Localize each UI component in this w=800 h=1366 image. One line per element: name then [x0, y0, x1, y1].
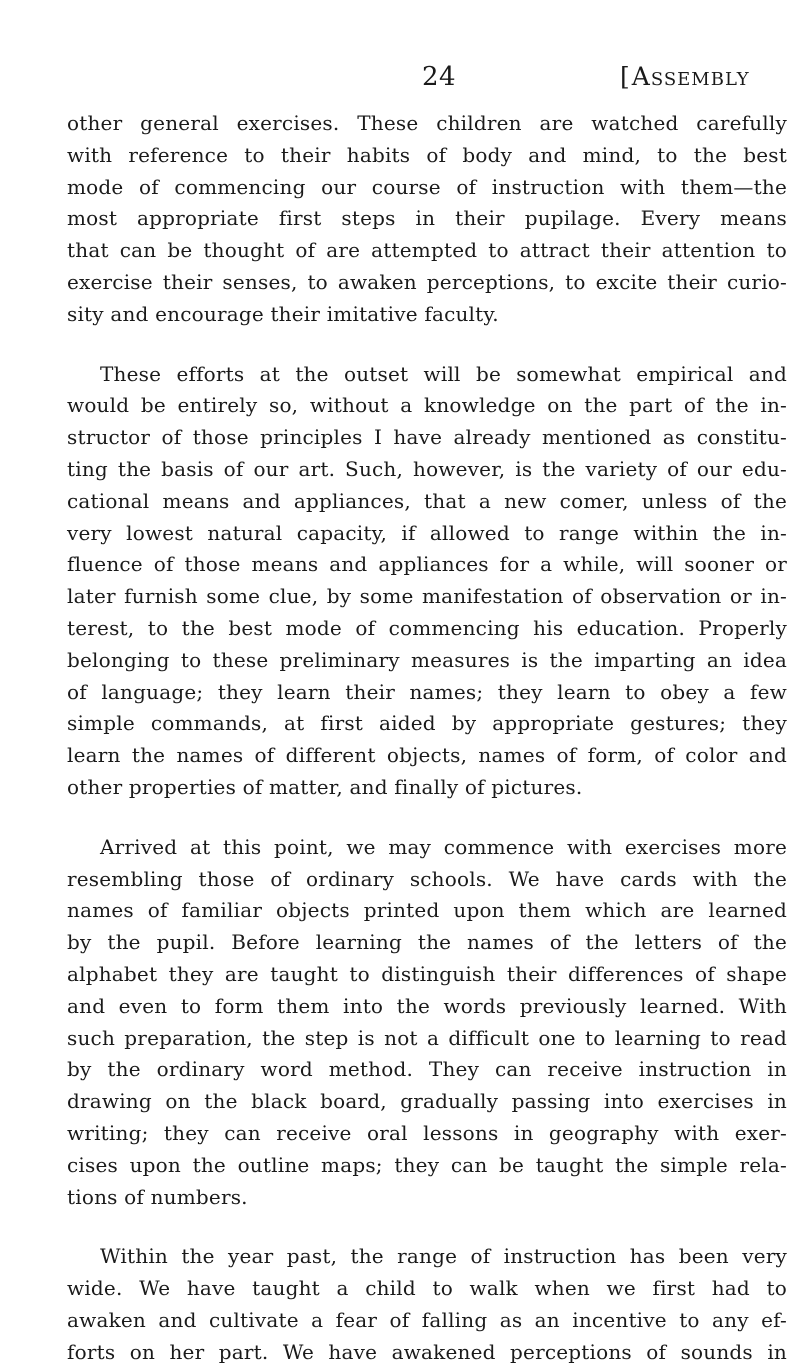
- text-line: writing; they can receive oral lessons in geography with exer-: [67, 1120, 787, 1145]
- text-line: wide. We have taught a child to walk when we first had to: [67, 1276, 787, 1301]
- text-line: fluence of those means and appliances for a while, will sooner or: [67, 552, 787, 577]
- text-line: very lowest natural capacity, if allowed to range within the in-: [67, 520, 787, 545]
- paragraph-1: [67, 108, 787, 331]
- text-line: with reference to their habits of body and mind, to the best: [67, 142, 787, 167]
- text-line: by the ordinary word method. They can receive instruction in: [67, 1057, 787, 1082]
- text-line: structor of those principles I have already mentioned as constitu-: [67, 425, 787, 450]
- text-line: sity and encourage their imitative faculty.: [67, 301, 499, 326]
- text-line: forts on her part. We have awakened perceptions of sounds in: [67, 1339, 787, 1364]
- text-line: drawing on the black board, gradually passing into exercises in: [67, 1089, 787, 1114]
- text-line: cises upon the outline maps; they can be taught the simple rela-: [67, 1152, 787, 1177]
- text-line: that can be thought of are attempted to attract their attention to: [67, 238, 787, 263]
- text-line: by the pupil. Before learning the names of the letters of the: [67, 930, 787, 955]
- paragraph-3: [67, 832, 787, 1214]
- text-line: Within the year past, the range of instruction has been very: [100, 1244, 787, 1269]
- text-line: other properties of matter, and finally of pictures.: [67, 774, 583, 799]
- text-line: such preparation, the step is not a difficult one to learning to read: [67, 1025, 787, 1050]
- text-line: would be entirely so, without a knowledge on the part of the in-: [67, 393, 787, 418]
- text-line: tions of numbers.: [67, 1184, 248, 1209]
- text-line: terest, to the best mode of commencing his education. Properly: [67, 615, 787, 640]
- text-line: exercise their senses, to awaken perceptions, to excite their curio-: [67, 269, 787, 294]
- text-line: names of familiar objects printed upon them which are learned: [67, 898, 787, 923]
- page-number: 24: [422, 62, 457, 92]
- body-text: [67, 108, 787, 1366]
- text-line: awaken and cultivate a fear of falling as an incentive to any ef-: [67, 1307, 787, 1332]
- text-line: other general exercises. These children are watched carefully: [67, 111, 787, 135]
- text-line: belonging to these preliminary measures is the imparting an idea: [67, 647, 787, 672]
- running-head: [620, 62, 750, 92]
- text-line: of language; they learn their names; they learn to obey a few: [67, 679, 787, 704]
- text-line: later furnish some clue, by some manifestation of observation or in-: [67, 584, 787, 609]
- text-line: mode of commencing our course of instruction with them—the: [67, 174, 787, 199]
- paragraph-4: [67, 1241, 787, 1366]
- text-line: ting the basis of our art. Such, however, is the variety of our edu-: [67, 456, 787, 481]
- text-line: resembling those of ordinary schools. We have cards with the: [67, 866, 787, 891]
- text-line: These efforts at the outset will be somewhat empirical and: [100, 361, 787, 386]
- running-head-bracket: [: [620, 62, 631, 91]
- paragraph-2: [67, 359, 787, 804]
- text-line: cational means and appliances, that a new comer, unless of the: [67, 488, 787, 513]
- running-head-title: Assembly: [631, 62, 750, 91]
- page-header: [0, 62, 800, 102]
- text-line: and even to form them into the words previously learned. With: [67, 993, 787, 1018]
- text-line: alphabet they are taught to distinguish their differences of shape: [67, 961, 787, 986]
- text-line: Arrived at this point, we may commence with exercises more: [100, 834, 787, 859]
- text-line: most appropriate first steps in their pupilage. Every means: [67, 206, 787, 231]
- text-line: simple commands, at first aided by appropriate gestures; they: [67, 711, 787, 736]
- text-line: learn the names of different objects, names of form, of color and: [67, 743, 787, 768]
